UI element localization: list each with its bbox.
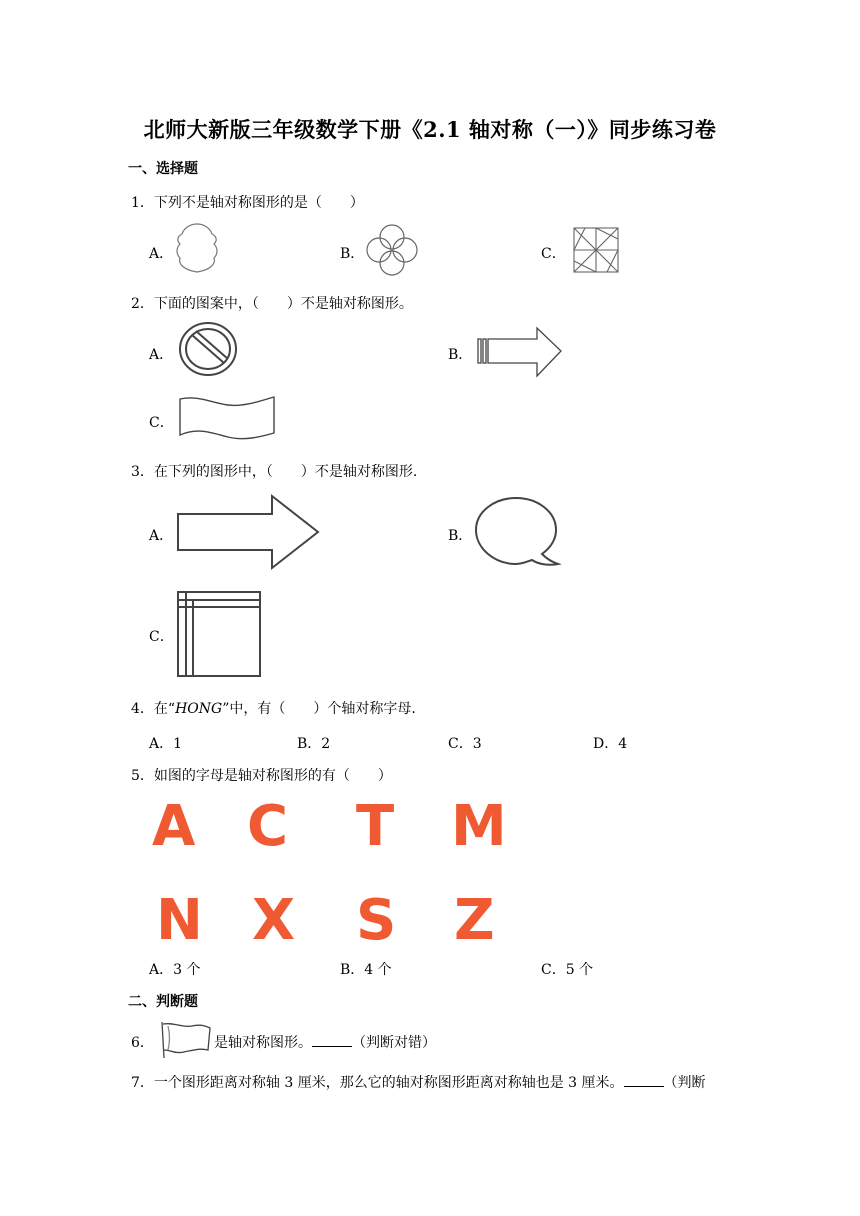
question-3: 3．在下列的图形中，（ ）不是轴对称图形. [131,464,418,480]
q3-option-a-figure [176,494,320,570]
q3-option-b-figure [472,496,560,568]
q4-word: HONG [175,701,223,717]
question-6-number: 6． [131,1035,154,1051]
answer-blank[interactable] [624,1086,664,1087]
question-5: 5．如图的字母是轴对称图形的有（ ） [131,768,392,784]
q5-letter-x: X [252,888,296,953]
q1-option-a-label: A． [149,246,174,262]
q3-option-c-figure [176,590,262,678]
q1-option-c-label: C． [541,246,566,262]
q3-option-a-label: A． [149,528,174,544]
q4-option-a: A．1 [149,736,183,752]
section-judge-heading: 二、判断题 [128,994,198,1010]
q5-option-a: A．3 个 [149,962,201,978]
question-7: 7．一个图形距离对称轴 3 厘米，那么它的轴对称图形距离对称轴也是 3 厘米。 （判断 [131,1075,706,1091]
question-6: 是轴对称图形。 （判断对错） [214,1035,436,1051]
q1-option-b-label: B． [340,246,365,262]
q5-letter-m: M [451,794,507,859]
q4-option-b: B．2 [297,736,331,752]
q1-option-a-figure [174,222,220,274]
question-4: 4．在“HONG”中，有（ ）个轴对称字母. [131,701,416,717]
q2-option-a-figure [178,321,238,377]
q5-option-c: C．5 个 [541,962,594,978]
q5-option-b: B．4 个 [340,962,392,978]
question-1: 1．下列不是轴对称图形的是（ ） [131,195,364,211]
flag-icon [156,1020,212,1060]
answer-blank[interactable] [312,1046,352,1047]
q5-letter-a: A [152,794,196,859]
q4-option-d: D．4 [593,736,628,752]
q5-letter-n: N [156,888,203,953]
question-2: 2．下面的图案中，（ ）不是轴对称图形。 [131,296,413,312]
q5-letter-s: S [356,888,397,953]
q2-option-c-figure [178,393,276,441]
q2-option-b-figure [477,326,563,378]
q5-letter-z: Z [454,888,495,953]
section-choice-heading: 一、选择题 [128,161,198,177]
page-title: 北师大新版三年级数学下册《2.1 轴对称（一）》同步练习卷 [143,117,717,142]
q2-option-b-label: B． [448,347,473,363]
q3-option-c-label: C． [149,629,174,645]
q5-letter-t: T [356,794,395,859]
q5-letter-c: C [247,794,289,859]
q1-option-b-figure [366,224,418,276]
q3-option-b-label: B． [448,528,473,544]
q1-option-c-figure [573,227,619,273]
q2-option-a-label: A． [149,347,174,363]
q4-option-c: C．3 [448,736,482,752]
q2-option-c-label: C． [149,415,174,431]
